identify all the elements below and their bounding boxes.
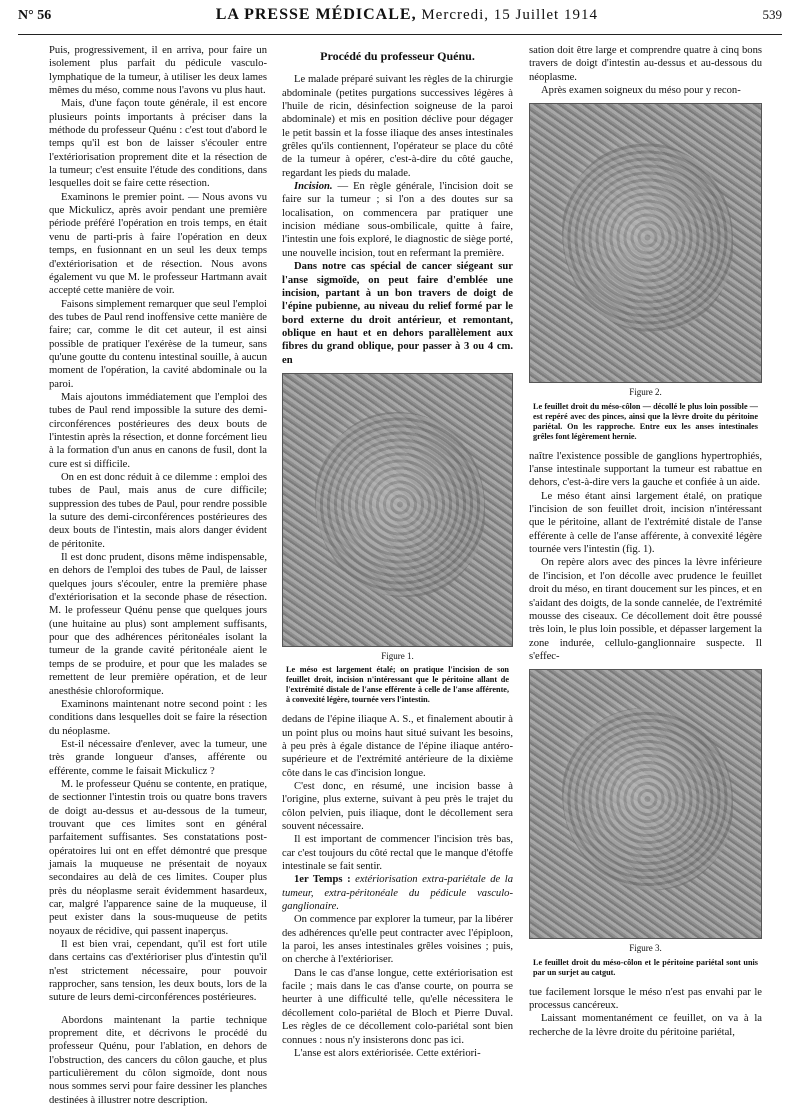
paragraph: Est-il nécessaire d'enlever, avec la tumeur, une très grande longueur d'anses, afférente ou efférente, comme le faisait Mickulicz ? bbox=[49, 738, 267, 777]
paragraph: Mais, d'une façon toute générale, il est encore plusieurs points importants à préciser dans la méthode du professeur Quénu : c'est tout d'abord le temps qu'il est bon de laisser s'écouler entre l'extériorisation proprement dite et la résection de la tumeur; c'est ensuite l'étude des conditions, dans lesquelles doit se faire cette résection. bbox=[49, 98, 267, 190]
page-number: 539 bbox=[762, 7, 782, 22]
column-1 bbox=[49, 44, 267, 1106]
temps-text: extériorisation extra-pariétale de la tumeur, extra-péritonéale du pédicule vasculo-ganglionaire. bbox=[282, 874, 513, 913]
journal-masthead bbox=[216, 6, 598, 24]
paragraph: On repère alors avec des pinces la lèvre inférieure de l'incision, et l'on décolle avec prudence le feuillet droit du méso, en tirant doucement sur les pinces, et en s'aidant des doigts, de la sonde cannelée, de l'extrémité mousse des ciseaux. Ce décollement doit être poussé très loin, le plus loin possible, et dépasser largement la zone indurée, cellulo-ganglionnaire suspecte. Il s'effec- bbox=[529, 557, 763, 662]
journal-name: LA PRESSE MÉDICALE, bbox=[215, 6, 417, 23]
paragraph: Puis, progressivement, il en arriva, pour faire un isolement plus parfait du pédicule vasculo-lymphatique de la tumeur, à utiliser les deux lames mêmes du méso, comme nous l'avons vu plus haut. bbox=[49, 45, 267, 97]
paragraph: Abordons maintenant la partie technique proprement dite, et décrivons le procédé du professeur Quénu, pour l'ablation, en dehors de l'obstruction, des cancers du côlon gauche, et plus particulièrement du côlon sigmoïde, dont nous nous sommes servi pour faire dessiner les planches destinées à illustrer notre description. bbox=[49, 1014, 267, 1106]
paragraph: sation doit être large et comprendre quatre à cinq bons travers de doigt d'intestin au-dessus et au-dessous du néoplasme. bbox=[529, 45, 762, 83]
figure-2-title: Figure 2. bbox=[629, 387, 662, 398]
temps-label: 1er Temps : bbox=[294, 874, 351, 886]
paragraph: Il est important de commencer l'incision très bas, car c'est toujours du côté rectal que le manque d'étoffe intestinale se fait sentir. bbox=[282, 834, 513, 873]
paragraph: Laissant momentanément ce feuillet, on va à la recherche de la lèvre droite du péritoine pariétal, bbox=[529, 1013, 762, 1038]
paragraph: Dans notre cas spécial de cancer siégeant sur l'anse sigmoïde, on peut faire d'emblée une incision, partant à un bon travers de doigt de l'épine pubienne, au niveau du relief formé par le bord externe du droit antérieur, et remontant, oblique en haut et en dehors parallèlement aux fibres du grand oblique, pour passer à 3 ou 4 cm. en bbox=[282, 261, 513, 366]
paragraph: L'anse est alors extériorisée. Cette extériori- bbox=[294, 1047, 481, 1059]
column-3 bbox=[529, 44, 762, 1074]
paragraph: Après examen soigneux du méso pour y recon- bbox=[541, 85, 741, 97]
figure-1-illustration bbox=[282, 373, 513, 647]
paragraph: Faisons simplement remarquer que seul l'emploi des tubes de Paul rend inoffensive cette manière de faire; car, comme le dit cet auteur, il est ainsi possible de pratiquer l'exérèse de la tumeur, sans qu'une goutte du contenu intestinal souille, à aucun moment de l'opération, la cavité abdominale ou la paroi. bbox=[49, 298, 267, 390]
figure-3-illustration bbox=[529, 669, 762, 939]
paragraph: naître l'existence possible de ganglions hypertrophiés, l'anse intestinale supportant la tumeur est rabattue en dehors, c'est-à-dire vers la gauche et confiée à un aide. bbox=[529, 450, 762, 489]
paragraph: On commence par explorer la tumeur, par la libérer des adhérences qu'elle peut contracter avec l'épiploon, la paroi, les anses intestinales grêles voisines ; puis, on cherche à l'extérioriser. bbox=[282, 914, 513, 966]
figure-1-caption: Le méso est largement étalé; on pratique l'incision de son feuillet droit, incision n'intéressant que le péritoine allant de l'extrémité distale de l'anse efférente à celle de l'anse afférente, à convexité légère, tournée vers l'intestin. bbox=[286, 665, 509, 705]
paragraph: Il est donc prudent, disons même indispensable, en dehors de l'emploi des tubes de Paul, de laisser quelques jours s'écouler, entre la première phase d'extériorisation et la seconde phase de résection. M. le professeur Quénu pense que quelques jours (une huitaine au plus) sont amplement suffisants, pour que des adhérences péritonéales isolant la tumeur de la grande cavité péritonéale aient le temps de se produire, et pour que les malades se remettent de leur première opération, et de leur anesthésie chloroformique. bbox=[49, 552, 267, 697]
paragraph bbox=[282, 180, 513, 260]
paragraph bbox=[282, 873, 513, 913]
figure-2-illustration bbox=[529, 103, 762, 383]
incision-label: Incision. bbox=[294, 181, 333, 193]
paragraph: dedans de l'épine iliaque A. S., et finalement aboutir à un point plus ou moins haut situé suivant les besoins, à peu près à égale distance de l'épine iliaque antéro-supérieure et de l'extrémité antérieure de la dixième côte dans le cas d'incision longue. bbox=[282, 714, 513, 779]
paragraph: M. le professeur Quénu se contente, en pratique, de sectionner l'intestin trois ou quatre bons travers de doigt au-dessus et au-dessous de la tumeur, trouvant que ces limites sont en général parfaitement suffisantes. Ses constatations post-opératoires lui ont en effet démontré que presque jamais la muqueuse ne présentait de noyaux secondaires au delà de ces limites. Couper plus près du néoplasme serait évidemment hasardeux, car, malgré l'apparence saine de la muqueuse, il peut exister dans la sous-muqueuse de petits noyaux de récidive, qui passent inaperçus. bbox=[49, 778, 267, 937]
paragraph: On en est donc réduit à ce dilemme : emploi des tubes de Paul, mais anus de cure difficile; suppression des tubes de Paul, pour rendre possible la suture des demi-circonférences postérieures des deux bouts de l'intestin, mais alors danger évident de péritonite. bbox=[49, 472, 267, 550]
figure-3-caption: Le feuillet droit du méso-côlon et le péritoine pariétal sont unis par un surjet au catgut. bbox=[533, 957, 758, 977]
section-title: Procédé du professeur Quénu. bbox=[320, 49, 475, 63]
incision-text: — En règle générale, l'incision doit se faire sur la tumeur ; si l'on a des doutes sur sa localisation, on commencera par pratiquer une incision médiane sous-ombilicale, quitte à faire, l'intestin une fois exploré, le diagnostic de siège porté, une nouvelle incision, tout en refermant la première. bbox=[282, 181, 513, 259]
paragraph: Examinons maintenant notre second point : les conditions dans lesquelles doit se faire la résection du néoplasme. bbox=[49, 698, 267, 737]
paragraph: tue facilement lorsque le méso n'est pas envahi par le processus cancéreux. bbox=[529, 986, 762, 1011]
paragraph: Dans le cas d'anse longue, cette extériorisation est facile ; mais dans le cas d'anse courte, on pourra se heurter à une difficulté telle, qu'elle nécessitera le décollement colo-pariétal de Bloch et Pierre Duval. Les règles de ce décollement colo-pariétal sont bien connues : nous n'y insisterons donc pas ici. bbox=[282, 967, 513, 1046]
figure-3-title: Figure 3. bbox=[629, 943, 662, 954]
column-2 bbox=[282, 44, 513, 1074]
issue-date: Mercredi, 15 Juillet 1914 bbox=[421, 7, 598, 23]
paragraph: Examinons le premier point. — Nous avons vu que Mickulicz, après avoir pendant une première période préféré l'opération en trois temps, en était venu de parti-pris à faire l'opération en deux temps, en fusionnant en un seul les deux temps d'extériorisation et de résection. Nous avons également vu que M. le professeur Hartmann avait accepté cette manière de voir. bbox=[49, 191, 267, 297]
paragraph: Mais ajoutons immédiatement que l'emploi des tubes de Paul rend impossible la suture des demi-circonférences postérieures des deux bouts de l'intestin après la résection, et donne forcément lieu à la formation d'un anus en canons de fusil, dont la cure est si difficile. bbox=[49, 391, 267, 470]
page-header bbox=[18, 6, 782, 35]
paragraph: Il est bien vrai, cependant, qu'il est fort utile dans certains cas d'extérioriser plus d'intestin qu'il n'est strictement nécessaire, pour pouvoir rapprocher, sans tension, les deux bouts, lors de la suture de leurs demi-circonférences postérieures. bbox=[49, 939, 267, 1004]
paragraph: Le méso étant ainsi largement étalé, on pratique l'incision de son feuillet droit, incision n'intéressant que le péritoine, allant de l'extrémité distale de l'anse efférente à celle de l'anse afférente, à convexité légère tournée vers l'intestin (fig. 1). bbox=[529, 490, 762, 556]
issue-number: N° 56 bbox=[18, 8, 52, 23]
figure-1-title: Figure 1. bbox=[381, 650, 414, 661]
figure-2-caption: Le feuillet droit du méso-côlon — décollé le plus loin possible — est repéré avec des pinces, ainsi que la lèvre droite du péritoine pariétal. On les rapproche. Entre eux les anses intestinales grêles font légèrement hernie. bbox=[533, 401, 758, 441]
paragraph: Le malade préparé suivant les règles de la chirurgie abdominale (petites purgations successives légères à l'huile de ricin, désinfection soigneuse de la paroi abdominale) et mis en position déclive pour dégager le petit bassin et la fosse iliaque des anses intestinales grêles qu'ils contiennent, l'opérateur se place du côté de la tumeur à opérer, c'est-à-dire du côté gauche, regardant les pieds du malade. bbox=[282, 74, 513, 179]
paragraph: C'est donc, en résumé, une incision basse à l'origine, plus externe, suivant à peu près le trajet du côlon pelvien, puis iliaque, dont le décollement sera souvent nécessaire. bbox=[282, 780, 513, 832]
